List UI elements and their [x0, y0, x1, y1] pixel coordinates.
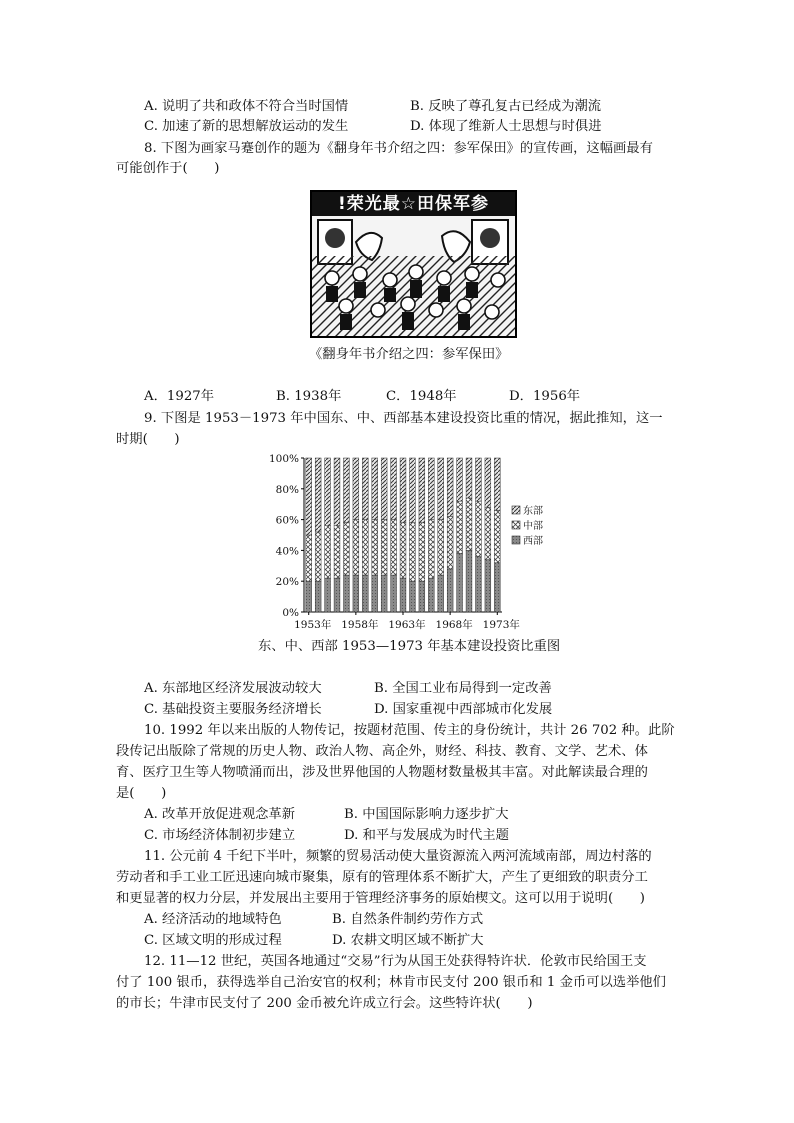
q10-line3: 育、医疗卫生等人物喷涌而出，涉及世界他国的人物题材数量极其丰富。对此解读最合理的: [116, 765, 648, 780]
bar-segment-东部: [419, 458, 425, 523]
bar-segment-中部: [428, 520, 434, 579]
q9-chart-caption: 东、中、西部 1953—1973 年基本建设投资比重图: [258, 639, 561, 654]
bar-segment-西部: [494, 563, 500, 612]
bar-segment-西部: [334, 578, 340, 612]
q9-stem-line1: 9. 下图是 1953－1973 年中国东、中、西部基本建设投资比重的情况，据此推知，这一: [144, 411, 663, 426]
bar-segment-西部: [419, 581, 425, 612]
bar-segment-中部: [315, 532, 321, 581]
bar-segment-中部: [353, 520, 359, 575]
bar-segment-东部: [381, 458, 387, 520]
q11-line1: 11. 公元前 4 千纪下半叶，频繁的贸易活动使大量资源流入两河流域南部，周边村落的: [144, 849, 652, 864]
bar-segment-东部: [362, 458, 368, 520]
bar-segment-东部: [447, 458, 453, 517]
bar-segment-中部: [485, 507, 491, 559]
bar-segment-西部: [344, 575, 350, 612]
legend-swatch: [512, 536, 520, 544]
bar-segment-东部: [334, 458, 340, 526]
bar-segment-西部: [400, 578, 406, 612]
bar-segment-西部: [485, 560, 491, 612]
bar-segment-中部: [362, 520, 368, 575]
q12-line2: 付了 100 银币，获得选举自己治安官的权利；林肯市民支付 200 银币和 1 金币可以选举他们: [116, 975, 666, 990]
x-tick-label: 1973年: [482, 619, 520, 631]
bar-segment-中部: [419, 523, 425, 582]
q10-line2: 段传记出版除了常规的历史人物、政治人物、高企外，财经、科技、教育、文学、艺术、体: [116, 744, 648, 759]
q11-option-d: D. 农耕文明区域不断扩大: [332, 933, 484, 948]
bar-segment-东部: [400, 458, 406, 523]
bar-segment-西部: [306, 581, 312, 612]
q11-option-c: C. 区域文明的形成过程: [144, 933, 282, 948]
q9-stem-line2: 时期( ): [116, 432, 180, 447]
q8-option-b: B. 1938年: [276, 389, 342, 404]
q9-option-a: A. 东部地区经济发展波动较大: [144, 681, 322, 696]
q7-option-a: A. 说明了共和政体不符合当时国情: [144, 99, 349, 114]
bar-segment-东部: [372, 458, 378, 520]
q8-poster-caption: 《翻身年书介绍之四：参军保田》: [309, 347, 509, 362]
y-tick-label: 0%: [282, 607, 299, 619]
bar-segment-东部: [438, 458, 444, 520]
legend-label: 东部: [523, 506, 543, 517]
bar-segment-东部: [428, 458, 434, 520]
bar-segment-东部: [466, 458, 472, 498]
poster-banner-text: !荣光最☆田保军参: [312, 192, 515, 216]
q8-option-c: C．1948年: [386, 389, 457, 404]
bar-segment-西部: [353, 575, 359, 612]
q10-option-b: B. 中国国际影响力逐步扩大: [344, 807, 509, 822]
x-tick-label: 1953年: [294, 619, 332, 631]
x-tick-label: 1968年: [435, 619, 473, 631]
bar-segment-西部: [438, 575, 444, 612]
bar-segment-东部: [344, 458, 350, 523]
y-tick-label: 80%: [275, 483, 299, 496]
bar-segment-中部: [334, 526, 340, 578]
q12-line1: 12. 11—12 世纪，英国各地通过“交易”行为从国王处获得特许状．伦敦市民给国王支: [144, 954, 647, 969]
poster-illustration: [312, 216, 515, 336]
bar-segment-西部: [447, 569, 453, 612]
bar-segment-东部: [325, 458, 331, 526]
q8-stem-line1: 8. 下图为画家马蹇创作的题为《翻身年书介绍之四：参军保田》的宣传画，这幅画最有: [144, 141, 653, 156]
q8-option-a: A．1927年: [144, 389, 215, 404]
bar-segment-东部: [485, 458, 491, 507]
legend-swatch: [512, 506, 520, 514]
q7-option-c: C. 加速了新的思想解放运动的发生: [144, 119, 349, 134]
bar-segment-西部: [410, 581, 416, 612]
bar-segment-西部: [381, 575, 387, 612]
q11-line3: 和更显著的权力分层，并发展出主要用于管理经济事务的原始楔文。这可以用于说明( ): [116, 891, 645, 906]
q7-option-d: D. 体现了维新人士思想与时俱进: [410, 119, 602, 134]
bar-segment-中部: [372, 520, 378, 575]
bar-segment-西部: [325, 578, 331, 612]
bar-segment-西部: [428, 578, 434, 612]
q8-option-d: D．1956年: [509, 389, 581, 404]
bar-segment-东部: [410, 458, 416, 523]
bar-segment-中部: [391, 520, 397, 575]
legend-swatch: [512, 521, 520, 529]
legend-label: 西部: [523, 536, 543, 547]
bar-segment-中部: [476, 501, 482, 556]
bar-segment-东部: [476, 458, 482, 501]
x-tick-label: 1958年: [341, 619, 379, 631]
bar-segment-西部: [362, 575, 368, 612]
y-tick-label: 40%: [275, 545, 299, 558]
bar-segment-中部: [325, 526, 331, 578]
q11-option-a: A. 经济活动的地域特色: [144, 912, 282, 927]
bar-segment-东部: [353, 458, 359, 520]
q9-option-c: C. 基础投资主要服务经济增长: [144, 702, 322, 717]
bar-segment-东部: [306, 458, 312, 535]
q10-line1: 10. 1992 年以来出版的人物传记，按题材范围、传主的身份统计，共计 26 702 种。此阶: [144, 723, 675, 738]
investment-share-chart-svg: [258, 452, 558, 634]
bar-segment-东部: [457, 458, 463, 501]
bar-segment-中部: [447, 517, 453, 569]
bar-segment-中部: [400, 523, 406, 578]
bar-segment-中部: [381, 520, 387, 575]
q12-line3: 的市长；牛津市民支付了 200 金币被允许成立行会。这些特许状( ): [116, 996, 533, 1011]
y-tick-label: 20%: [275, 576, 299, 589]
q7-option-b: B. 反映了尊孔复古已经成为潮流: [410, 99, 602, 114]
bar-segment-西部: [457, 553, 463, 612]
y-tick-label: 60%: [275, 514, 299, 527]
bar-segment-中部: [457, 501, 463, 553]
investment-share-chart: [258, 452, 558, 634]
bar-segment-中部: [410, 523, 416, 582]
legend-label: 中部: [523, 521, 543, 532]
bar-segment-中部: [306, 535, 312, 581]
q11-option-b: B. 自然条件制约劳作方式: [332, 912, 484, 927]
bar-segment-西部: [315, 581, 321, 612]
bar-segment-西部: [466, 550, 472, 612]
q8-stem-line2: 可能创作于( ): [116, 161, 220, 176]
bar-segment-中部: [466, 498, 472, 550]
bar-segment-中部: [494, 510, 500, 562]
x-tick-label: 1963年: [388, 619, 426, 631]
q10-option-c: C. 市场经济体制初步建立: [144, 828, 296, 843]
q9-option-d: D. 国家重视中西部城市化发展: [374, 702, 553, 717]
bar-segment-西部: [372, 575, 378, 612]
bar-segment-西部: [476, 557, 482, 612]
q9-option-b: B. 全国工业布局得到一定改善: [374, 681, 552, 696]
bar-segment-东部: [315, 458, 321, 532]
propaganda-poster-image: [310, 190, 517, 338]
y-tick-label: 100%: [268, 453, 299, 465]
q10-option-a: A. 改革开放促进观念革新: [144, 807, 296, 822]
bar-segment-东部: [494, 458, 500, 510]
bar-segment-中部: [438, 520, 444, 575]
q10-option-d: D. 和平与发展成为时代主题: [344, 828, 509, 843]
q11-line2: 劳动者和手工业工匠迅速向城市聚集，原有的管理体系不断扩大，产生了更细致的职责分工: [116, 870, 648, 885]
bar-segment-中部: [344, 523, 350, 575]
bar-segment-西部: [391, 575, 397, 612]
bar-segment-东部: [391, 458, 397, 520]
q10-line4: 是( ): [116, 786, 167, 801]
